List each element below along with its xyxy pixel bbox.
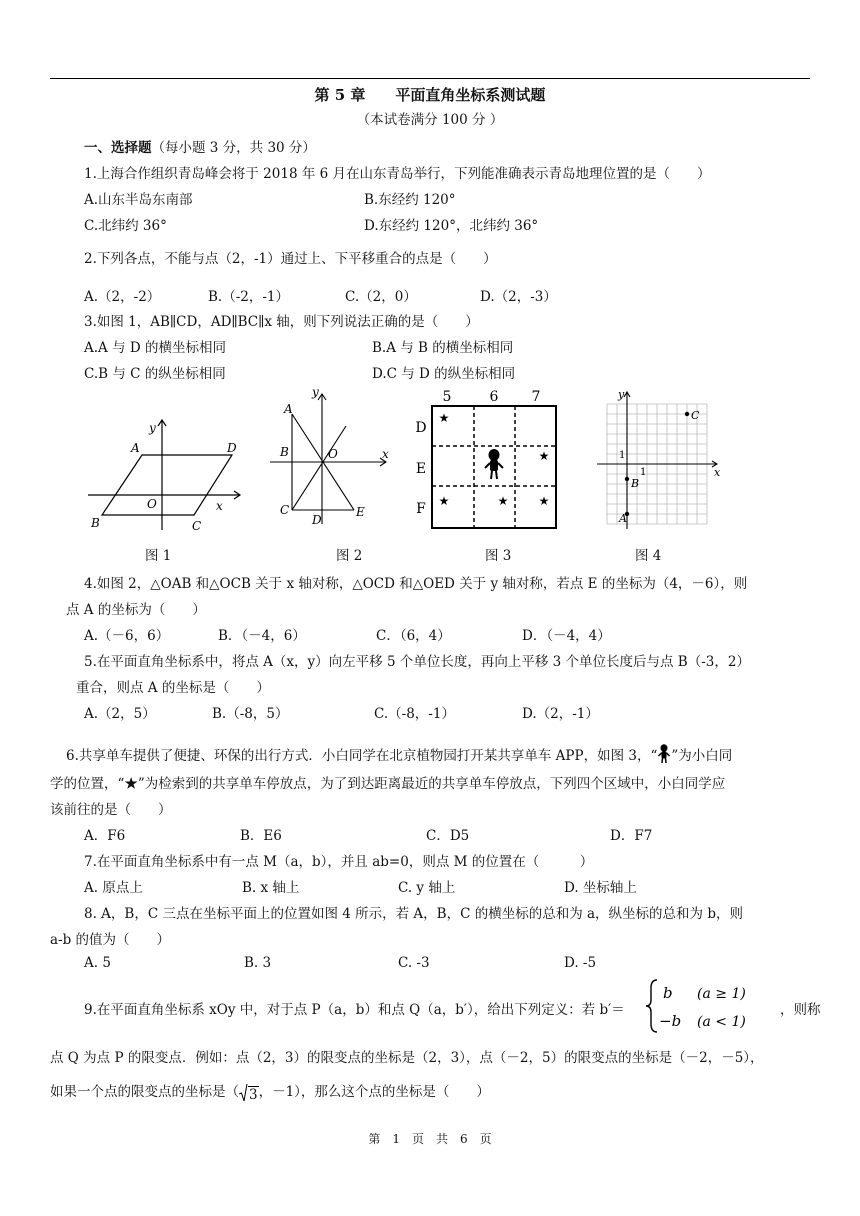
q2-stem: 2.下列各点，不能与点（2，-1）通过上、下平移重合的点是（ ） bbox=[84, 251, 497, 267]
q3-option-a: A.A 与 D 的横坐标相同 bbox=[84, 340, 226, 356]
q4-option-c: C．（6，4） bbox=[376, 628, 451, 644]
q5-option-b: B.（-8，5） bbox=[212, 706, 289, 722]
q1-option-c: C.北纬约 36° bbox=[84, 218, 167, 234]
q7-option-b: B. x 轴上 bbox=[242, 880, 300, 896]
page-title: 第 5 章 平面直角坐标系测试题 bbox=[314, 86, 546, 104]
page-subtitle: （本试卷满分 100 分 ） bbox=[356, 112, 504, 128]
q8-option-c: C. -3 bbox=[398, 955, 430, 971]
person-icon bbox=[657, 744, 671, 764]
fig4-label-b: B bbox=[631, 477, 640, 490]
fig2-label-o: O bbox=[328, 447, 338, 461]
fig3-row-f: F bbox=[416, 501, 426, 517]
q7-option-c: C. y 轴上 bbox=[398, 880, 456, 896]
fig4-label-one-y: 1 bbox=[619, 450, 626, 461]
q4-stem: 4.如图 2，△OAB 和△OCB 关于 x 轴对称，△OCD 和△OED 关于 y 轴对称，若点 E 的坐标为（4，－6），则 bbox=[84, 576, 748, 592]
q8-stem: 8. A，B，C 三点在坐标平面上的位置如图 4 所示，若 A，B，C 的横坐标的总和为 a，纵坐标的总和为 b，则 bbox=[84, 906, 743, 922]
fig2-label-x: x bbox=[382, 447, 389, 461]
q3-stem: 3.如图 1，AB∥CD，AD∥BC∥x 轴，则下列说法正确的是（ ） bbox=[84, 314, 479, 330]
figure-4-caption: 图 4 bbox=[635, 548, 662, 564]
q9-stem-end-a: 如果一个点的限变点的坐标是（ bbox=[50, 1084, 239, 1100]
figure-3-caption: 图 3 bbox=[485, 548, 512, 564]
section-heading bbox=[84, 136, 316, 156]
q2-option-d: D.（2，-3） bbox=[480, 289, 557, 305]
fig1-label-o: O bbox=[147, 497, 157, 511]
q9-stem-end bbox=[50, 1080, 490, 1103]
q3-option-b: B.A 与 B 的横坐标相同 bbox=[372, 340, 514, 356]
q7-stem: 7.在平面直角坐标系中有一点 M（a，b），并且 ab=0，则点 M 的位置在（ ） bbox=[84, 854, 594, 870]
fig4-label-a: A bbox=[619, 512, 627, 525]
q8-stem-continued: a-b 的值为（ ） bbox=[50, 932, 171, 948]
q9-stem: 9.在平面直角坐标系 xOy 中，对于点 P（a，b）和点 Q（a，b′），给出下列定义：若 b′＝ bbox=[84, 1002, 625, 1018]
fig3-star-f7: ★ bbox=[538, 494, 550, 508]
fig1-label-y: y bbox=[149, 421, 156, 435]
fig3-row-e: E bbox=[415, 461, 427, 477]
figure-1-caption: 图 1 bbox=[145, 548, 172, 564]
fig3-col-7: 7 bbox=[531, 389, 541, 405]
q4-option-d: D．（－4，4） bbox=[522, 628, 611, 644]
fig2-label-y: y bbox=[312, 385, 319, 399]
q2-option-c: C.（2，0） bbox=[345, 289, 417, 305]
fig2-label-b: B bbox=[280, 445, 289, 459]
fig1-label-x: x bbox=[216, 499, 223, 513]
q5-stem: 5.在平面直角坐标系中，将点 A（x，y）向左平移 5 个单位长度，再向上平移 3 个单位长度后与点 B（-3，2） bbox=[84, 654, 750, 670]
fig3-star-e7: ★ bbox=[538, 449, 550, 463]
fig2-line-co bbox=[292, 426, 346, 510]
fig3-person-icon bbox=[485, 449, 503, 479]
fig3-star-f5: ★ bbox=[438, 494, 450, 508]
fig2-label-e: E bbox=[356, 505, 365, 519]
fig3-star-d5: ★ bbox=[438, 411, 450, 425]
figure-2-caption: 图 2 bbox=[336, 548, 363, 564]
q7-option-a: A. 原点上 bbox=[84, 880, 143, 896]
q6-stem-part-b: ”为小白同 bbox=[671, 748, 733, 764]
q8-option-b: B. 3 bbox=[244, 955, 272, 971]
fig4-label-x: x bbox=[714, 466, 721, 479]
figure-1 bbox=[80, 412, 250, 541]
q6-option-a: A．F6 bbox=[84, 828, 126, 844]
q4-option-b: B．（－4，6） bbox=[218, 628, 306, 644]
q9-brace bbox=[646, 980, 657, 1032]
q9-case1-condition: (a ≥ 1) bbox=[697, 986, 746, 1002]
fig4-label-y: y bbox=[618, 388, 625, 401]
q9-stem-continued: 点 Q 为点 P 的限变点．例如：点（2，3）的限变点的坐标是（2，3），点（－2，5）的限变点的坐标是（－2，－5）， bbox=[50, 1050, 764, 1066]
fig2-label-d: D bbox=[312, 513, 322, 527]
q9-stem-end-b: ，－1），那么这个点的坐标是（ ） bbox=[258, 1084, 490, 1100]
fig2-label-c: C bbox=[280, 503, 290, 517]
q9-sqrt bbox=[239, 1084, 259, 1103]
fig4-label-one-x: 1 bbox=[640, 467, 647, 478]
q6-stem-part-a: 6.共享单车提供了便捷、环保的出行方式．小白同学在北京植物园打开某共享单车 APP，如图 3，“ bbox=[66, 748, 658, 764]
q5-option-a: A.（2，5） bbox=[84, 706, 156, 722]
q9-case2-value: −b bbox=[659, 1012, 682, 1030]
header-rule bbox=[50, 78, 810, 79]
q1-option-b: B.东经约 120° bbox=[364, 192, 456, 208]
figure-4 bbox=[592, 384, 727, 536]
q6-option-b: B．E6 bbox=[240, 828, 282, 844]
q2-option-a: A.（2，-2） bbox=[84, 289, 161, 305]
q3-option-d: D.C 与 D 的纵坐标相同 bbox=[372, 366, 516, 382]
q8-option-a: A. 5 bbox=[84, 955, 111, 971]
section-note: （每小题 3 分，共 30 分） bbox=[151, 140, 316, 156]
fig3-row-d: D bbox=[415, 420, 427, 436]
q6-stem-end: 该前往的是（ ） bbox=[50, 802, 172, 818]
fig1-parallelogram bbox=[102, 455, 232, 515]
q5-option-c: C.（-8，-1） bbox=[374, 706, 455, 722]
fig1-label-d: D bbox=[227, 441, 237, 455]
q5-stem-continued: 重合，则点 A 的坐标是（ ） bbox=[76, 680, 270, 696]
page-footer: 第 1 页 共 6 页 bbox=[368, 1132, 492, 1146]
q6-stem-continued: 学的位置，“★”为检索到的共享单车停放点，为了到达距离最近的共享单车停放点，下列四个区域中，小白同学应 bbox=[50, 776, 726, 792]
q6-option-d: D．F7 bbox=[610, 828, 653, 844]
fig3-star-f6: ★ bbox=[497, 494, 509, 508]
q9-piecewise bbox=[645, 976, 775, 1036]
q5-option-d: D.（2，-1） bbox=[522, 706, 599, 722]
section-title: 一、选择题 bbox=[84, 140, 152, 156]
q9-case1-value: b bbox=[663, 984, 673, 1002]
fig1-label-b: B bbox=[91, 516, 100, 530]
fig4-point-c bbox=[685, 412, 689, 416]
q1-option-d: D.东经约 120°，北纬约 36° bbox=[364, 218, 539, 234]
q9-sqrt-radicand: 3 bbox=[249, 1087, 258, 1103]
fig4-point-b bbox=[625, 477, 629, 481]
q9-stem-tail: ，则称 bbox=[780, 1002, 821, 1018]
q1-option-a: A.山东半岛东南部 bbox=[84, 192, 193, 208]
q9-case2-condition: (a < 1) bbox=[697, 1014, 746, 1030]
fig3-col-5: 5 bbox=[442, 389, 452, 405]
q4-stem-continued: 点 A 的坐标为（ ） bbox=[66, 602, 206, 618]
q4-option-a: A.（－6，6） bbox=[84, 628, 170, 644]
fig4-label-c: C bbox=[691, 409, 700, 422]
q2-option-b: B.（-2，-1） bbox=[208, 289, 290, 305]
fig1-label-c: C bbox=[192, 519, 202, 533]
fig3-col-6: 6 bbox=[489, 389, 499, 405]
fig2-label-a: A bbox=[284, 402, 293, 416]
q6-stem bbox=[66, 744, 732, 764]
figure-2 bbox=[264, 384, 394, 536]
figure-3 bbox=[408, 384, 568, 540]
q3-option-c: C.B 与 C 的纵坐标相同 bbox=[84, 366, 226, 382]
fig1-label-a: A bbox=[131, 441, 140, 455]
q8-option-d: D. -5 bbox=[564, 955, 597, 971]
q6-option-c: C．D5 bbox=[426, 828, 470, 844]
q7-option-d: D. 坐标轴上 bbox=[564, 880, 637, 896]
q1-stem: 1.上海合作组织青岛峰会将于 2018 年 6 月在山东青岛举行，下列能准确表示青岛地理位置的是（ ） bbox=[84, 166, 711, 182]
sqrt-icon bbox=[239, 1084, 248, 1102]
